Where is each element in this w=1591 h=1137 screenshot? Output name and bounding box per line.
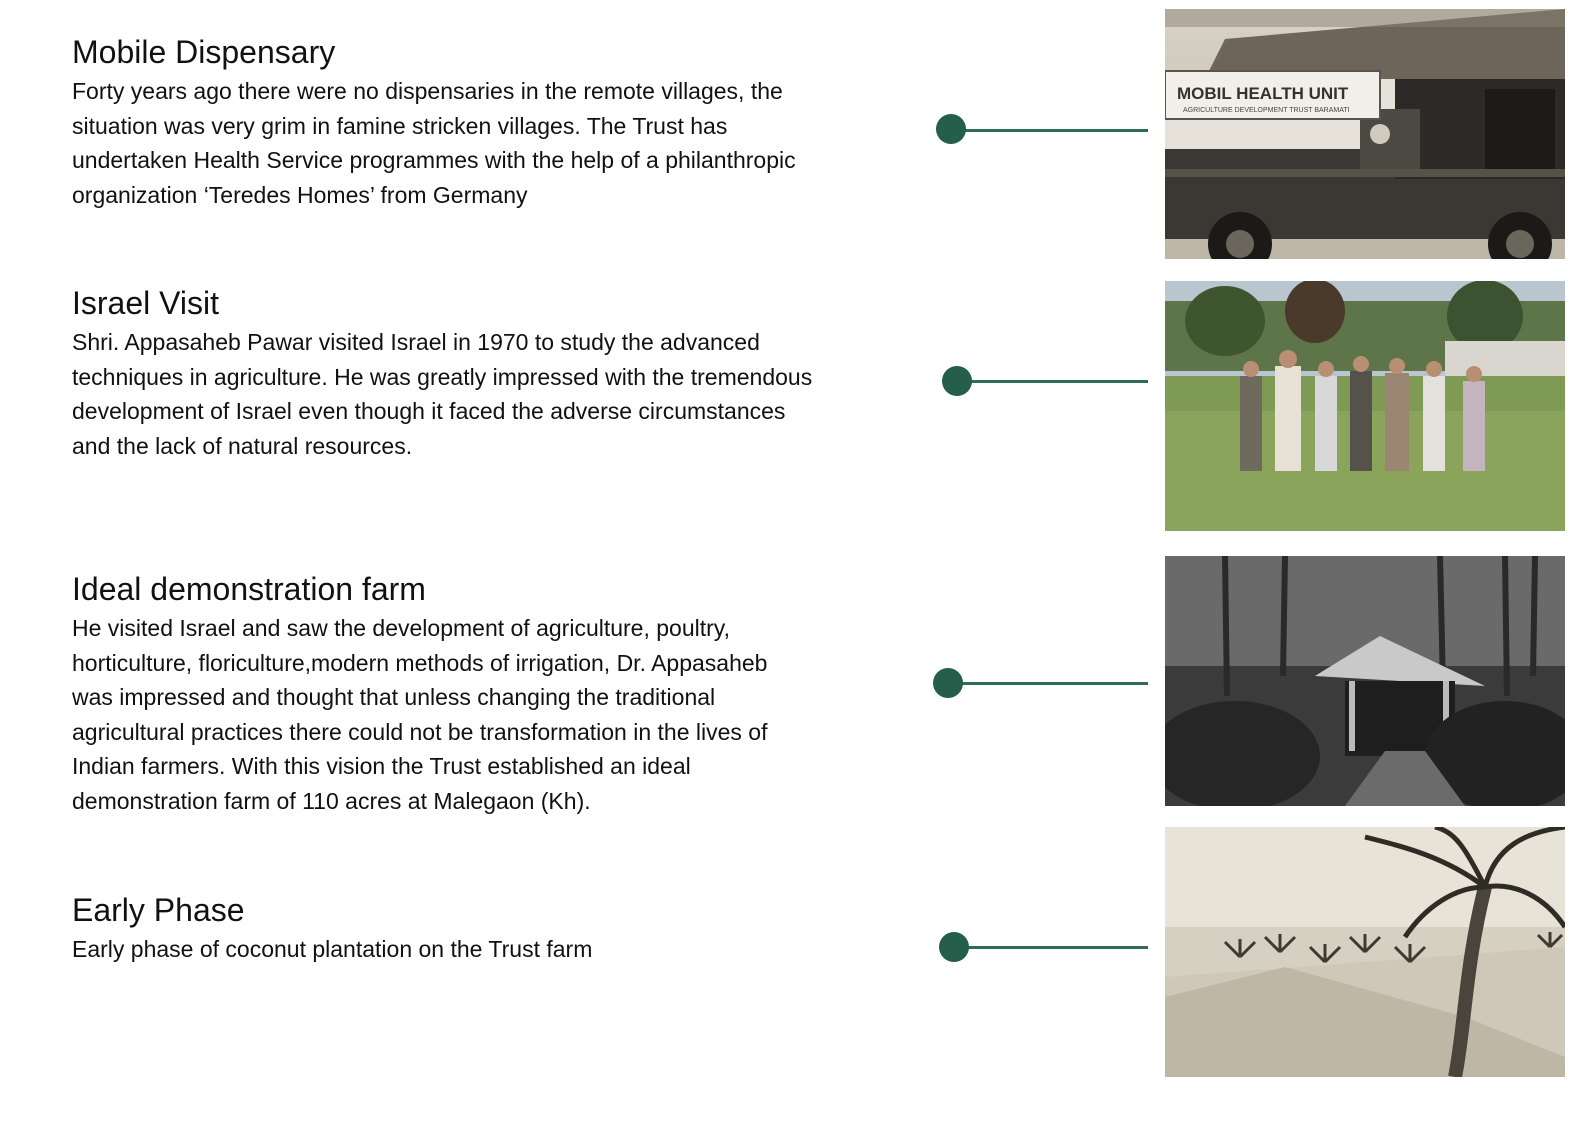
mobile-health-van-image — [1165, 9, 1565, 259]
entry-description: Shri. Appasaheb Pawar visited Israel in 1970 to study the advanced techniques in agriculture. He was greatly impressed with the tremendous development of Israel even though it faced the adverse circumstances and the lack of natural resources. — [72, 329, 813, 459]
entry-text — [72, 32, 942, 212]
entry-text — [72, 890, 942, 967]
group-photo-image — [1165, 281, 1565, 531]
van-sign-text: MOBIL HEALTH UNIT — [1177, 84, 1349, 103]
photo-early-phase — [1165, 827, 1565, 1077]
timeline-connector-line — [950, 129, 1148, 132]
entry-title: Ideal demonstration farm — [72, 571, 426, 607]
timeline-dot — [933, 668, 963, 698]
farm-hut-image — [1165, 556, 1565, 806]
timeline-dot — [936, 114, 966, 144]
photo-mobile-health-unit — [1165, 9, 1565, 259]
timeline-connector-line — [947, 682, 1148, 685]
entry-title: Israel Visit — [72, 285, 220, 321]
photo-israel-visit — [1165, 281, 1565, 531]
photo-demonstration-farm — [1165, 556, 1565, 806]
van-sub-text: AGRICULTURE DEVELOPMENT TRUST BARAMATI — [1183, 107, 1350, 114]
timeline-dot — [939, 932, 969, 962]
entry-text — [72, 283, 942, 463]
coconut-plantation-image — [1165, 827, 1565, 1077]
timeline-connector-line — [953, 946, 1148, 949]
timeline-connector-line — [956, 380, 1148, 383]
entry-description: Forty years ago there were no dispensaries in the remote villages, the situation was very grim in famine stricken villages. The Trust has undertaken Health Service programmes with the help of a philanthropic organization ‘Teredes Homes’ from Germany — [72, 78, 796, 208]
entry-description: He visited Israel and saw the development of agriculture, poultry, horticulture, floriculture,modern methods of irrigation, Dr. Appasaheb was impressed and thought that unless changing the traditional agricultural practices there could not be transformation in the lives of Indian farmers. With this vision the Trust established an ideal demonstration farm of 110 acres at Malegaon (Kh). — [72, 615, 768, 814]
entry-title: Early Phase — [72, 892, 245, 928]
timeline-dot — [942, 366, 972, 396]
entry-description: Early phase of coconut plantation on the Trust farm — [72, 936, 593, 962]
entry-title: Mobile Dispensary — [72, 34, 336, 70]
entry-text — [72, 569, 942, 818]
